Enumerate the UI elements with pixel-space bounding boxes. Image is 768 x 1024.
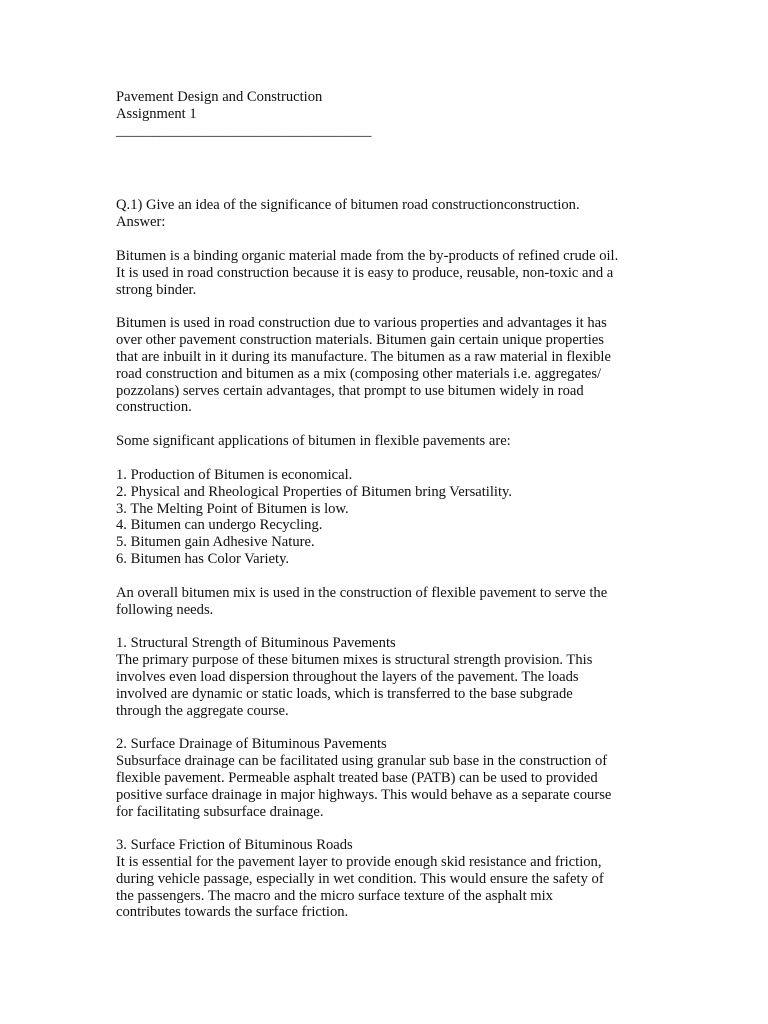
question-prompt: Q.1) Give an idea of the significance of bitumen road constructionconstruction. — [116, 197, 580, 214]
needs-intro — [116, 585, 676, 619]
paragraph-line: for facilitating subsurface drainage. — [116, 803, 324, 820]
applications-intro: Some significant applications of bitumen in flexible pavements are: — [116, 433, 511, 450]
header-rule: ___________________________________ — [116, 122, 372, 139]
paragraph-line: Bitumen is used in road construction due to various properties and advantages it has — [116, 315, 607, 332]
list-item: 3. The Melting Point of Bitumen is low. — [116, 500, 349, 517]
list-item: 2. Physical and Rheological Properties of Bitumen bring Versatility. — [116, 483, 512, 500]
paragraph-line: the passengers. The macro and the micro surface texture of the asphalt mix — [116, 887, 553, 904]
paragraph-line: involved are dynamic or static loads, which is transferred to the base subgrade — [116, 685, 573, 702]
course-title: Pavement Design and Construction — [116, 89, 323, 105]
section-surface-friction — [116, 837, 676, 921]
paragraph-line: An overall bitumen mix is used in the construction of flexible pavement to serve the — [116, 584, 608, 601]
list-item: 4. Bitumen can undergo Recycling. — [116, 517, 323, 534]
answer-label: Answer: — [116, 214, 166, 231]
section-heading: 2. Surface Drainage of Bituminous Pavements — [116, 736, 387, 753]
section-heading: 3. Surface Friction of Bituminous Roads — [116, 837, 353, 854]
paragraph-line: strong binder. — [116, 281, 197, 298]
paragraph-line: during vehicle passage, especially in wet condition. This would ensure the safety of — [116, 870, 604, 887]
paragraph-line: through the aggregate course. — [116, 702, 289, 719]
paragraph-line: It is used in road construction because it is easy to produce, reusable, non-toxic and a — [116, 264, 614, 281]
paragraph-line: Bitumen is a binding organic material made from the by-products of refined crude oil. — [116, 247, 619, 264]
paragraph-line: road construction and bitumen as a mix (composing other materials i.e. aggregates/ — [116, 365, 602, 382]
paragraph-line: construction. — [116, 399, 192, 416]
list-item: 1. Production of Bitumen is economical. — [116, 466, 353, 483]
section-surface-drainage — [116, 736, 676, 820]
paragraph-advantages — [116, 315, 676, 416]
section-heading: 1. Structural Strength of Bituminous Pavements — [116, 635, 396, 652]
assignment-label: Assignment 1 — [116, 105, 197, 122]
paragraph-line: The primary purpose of these bitumen mixes is structural strength provision. This — [116, 652, 593, 669]
paragraph-line: Subsurface drainage can be facilitated using granular sub base in the construction of — [116, 753, 608, 770]
paragraph-line: over other pavement construction materials. Bitumen gain certain unique properties — [116, 332, 604, 349]
document-page — [116, 89, 676, 921]
paragraph-line: positive surface drainage in major highways. This would behave as a separate course — [116, 786, 612, 803]
paragraph-line: contributes towards the surface friction. — [116, 904, 349, 921]
question-block — [116, 197, 676, 231]
document-header — [116, 89, 676, 139]
paragraph-line: pozzolans) serves certain advantages, that prompt to use bitumen widely in road — [116, 382, 584, 399]
list-item: 6. Bitumen has Color Variety. — [116, 550, 290, 567]
paragraph-line: It is essential for the pavement layer to provide enough skid resistance and friction, — [116, 854, 602, 871]
paragraph-line: flexible pavement. Permeable asphalt treated base (PATB) can be used to provided — [116, 769, 598, 786]
paragraph-definition — [116, 248, 676, 298]
list-item: 5. Bitumen gain Adhesive Nature. — [116, 534, 315, 551]
paragraph-line: involves even load dispersion throughout the layers of the pavement. The loads — [116, 668, 579, 685]
applications-list — [116, 467, 676, 568]
paragraph-line: that are inbuilt in it during its manufacture. The bitumen as a raw material in flexible — [116, 348, 611, 365]
paragraph-line: following needs. — [116, 601, 214, 618]
section-structural-strength — [116, 635, 676, 719]
